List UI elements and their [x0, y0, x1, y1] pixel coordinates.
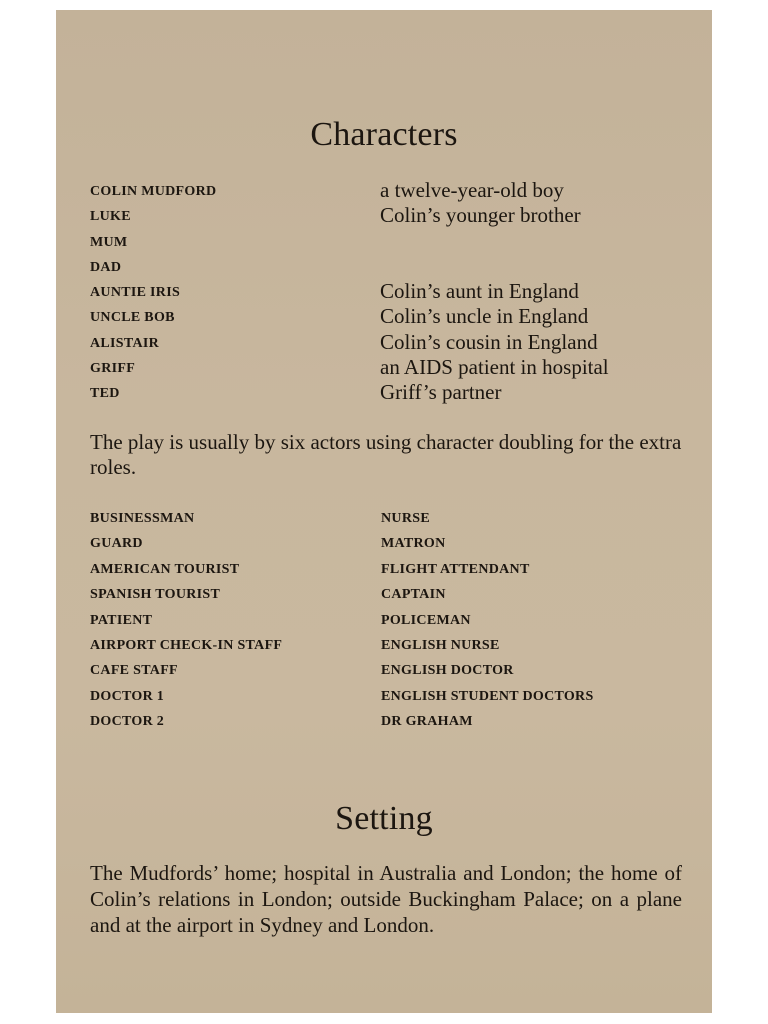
character-name: UNCLE BOB — [90, 310, 175, 326]
extra-role: NURSE — [381, 511, 430, 526]
extra-role: AMERICAN TOURIST — [90, 561, 240, 577]
cast-row — [90, 355, 690, 380]
extra-role: FLIGHT ATTENDANT — [381, 561, 530, 577]
cast-list — [90, 178, 690, 406]
character-description: Griff’s partner — [380, 380, 502, 405]
extra-roles-right-column — [381, 511, 594, 740]
cast-row — [90, 203, 690, 228]
character-name: DAD — [90, 259, 122, 275]
extra-role: GUARD — [90, 536, 143, 552]
cast-row — [90, 330, 690, 355]
character-name: ALISTAIR — [90, 335, 160, 351]
extra-roles-left-column — [90, 511, 282, 740]
extra-role: SPANISH TOURIST — [90, 587, 221, 603]
character-description: a twelve-year-old boy — [380, 178, 564, 202]
cast-row — [90, 304, 690, 329]
character-description: Colin’s younger brother — [380, 203, 581, 228]
cast-row — [90, 279, 690, 304]
setting-text: The Mudfords’ home; hospital in Australia and London; the home of Colin’s relations in London; outside Buckingham Palace; on a plane and at the airport in Sydney and London. — [90, 861, 682, 937]
character-name: COLIN MUDFORD — [90, 184, 217, 199]
characters-heading: Characters — [310, 116, 458, 153]
character-name: LUKE — [90, 209, 131, 225]
cast-row — [90, 380, 690, 405]
cast-row — [90, 229, 690, 254]
extra-role: CAFE STAFF — [90, 663, 178, 679]
extra-role: DOCTOR 1 — [90, 688, 165, 704]
book-page — [56, 10, 712, 1013]
extra-role: POLICEMAN — [381, 612, 471, 628]
doubling-note: The play is usually by six actors using character doubling for the extra roles. — [90, 430, 682, 479]
extra-role: ENGLISH NURSE — [381, 637, 500, 653]
extra-role: ENGLISH STUDENT DOCTORS — [381, 688, 594, 704]
character-name: GRIFF — [90, 361, 136, 377]
character-name: AUNTIE IRIS — [90, 285, 181, 301]
extra-role: DR GRAHAM — [381, 714, 473, 730]
extra-role: BUSINESSMAN — [90, 511, 195, 526]
character-description: Colin’s cousin in England — [380, 329, 598, 354]
extra-role: PATIENT — [90, 612, 153, 628]
character-description: Colin’s aunt in England — [380, 279, 579, 304]
extra-role: MATRON — [381, 536, 446, 552]
cast-row — [90, 178, 690, 203]
extra-role: ENGLISH DOCTOR — [381, 663, 514, 679]
character-description: an AIDS patient in hospital — [380, 355, 609, 380]
extra-role: AIRPORT CHECK-IN STAFF — [90, 637, 283, 653]
character-name: MUM — [90, 234, 128, 250]
extra-role: CAPTAIN — [381, 587, 446, 603]
cast-row — [90, 254, 690, 279]
character-name: TED — [90, 386, 120, 402]
extra-role: DOCTOR 2 — [90, 714, 165, 730]
character-description: Colin’s uncle in England — [380, 304, 589, 329]
setting-heading: Setting — [335, 800, 433, 837]
